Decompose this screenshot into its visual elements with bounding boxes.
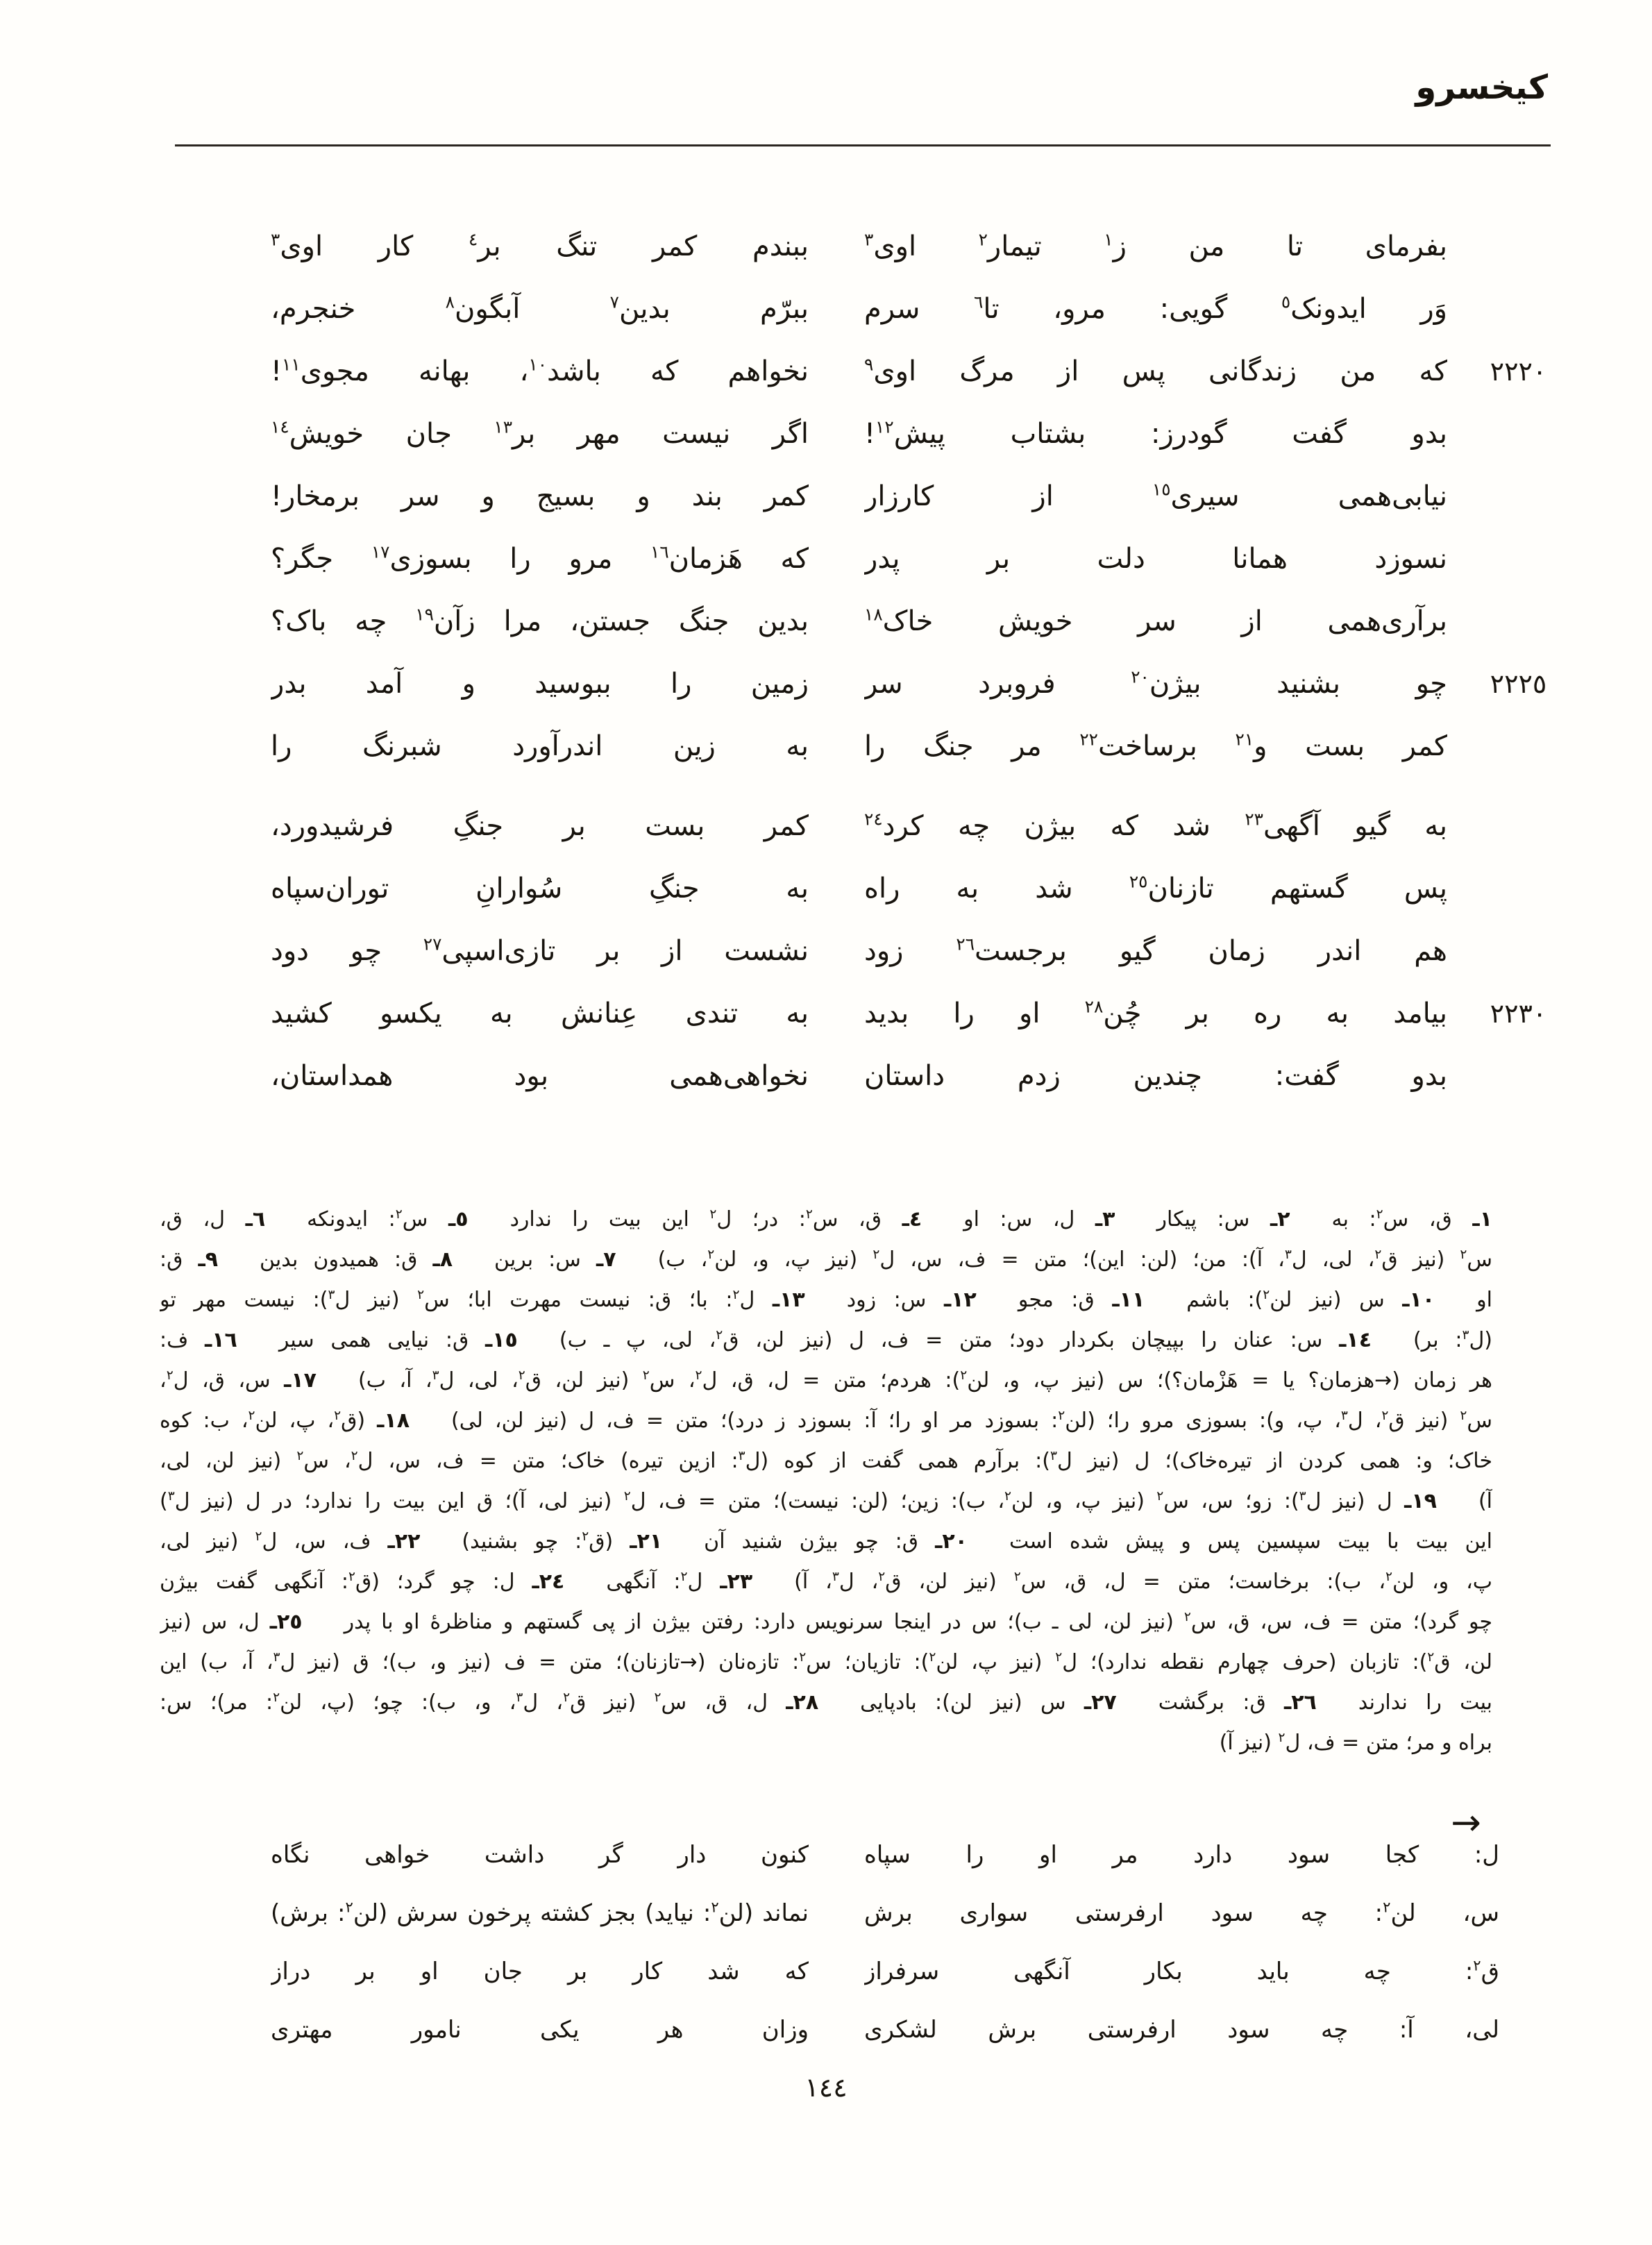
footnote-line: پ، و، لن$^٢$، ب): برخاست؛ متن = ل، ق، س$^٢$ (نیز لن، ق$^٢$، ل$^٣$، آ) ٢٣ـ ل$^٢$: آنگهی ٢٤ـ ل: چو گرد؛ (ق$^٢$: آنگهی گفت بیژن — [160, 1570, 1492, 1594]
verse-number: ٢٢٢٥ — [1490, 669, 1547, 699]
verse-line: که من زندگانی پس از مرگ اوی$^٩$ — [864, 354, 1447, 387]
footnote-line: بیت را ندارند ٢٦ـ ق: برگشت ٢٧ـ س (نیز لن): بادپایی ٢٨ـ ل، ق، س$^٢$ (نیز ق$^٢$، ل$^٣$، و، ب): چو؛ (پ، لن$^٢$: مر)؛ س: — [160, 1690, 1492, 1715]
apparatus-footnotes — [160, 1200, 1492, 1763]
footnote-line: ١ـ ق، س$^٢$: به ٢ـ س: پیکار ٣ـ ل، س: او ٤ـ ق، س$^٢$: در؛ ل$^٢$ این بیت را ندارد ٥ـ س$^٢$: ایدونکه ٦ـ ل، ق، — [160, 1207, 1492, 1231]
footnote-line: هر زمان (→هزمان؟ یا = هَزْمان؟)؛ س (نیز پ، و، لن$^٢$): هردم؛ متن = ل، ق، ل$^٢$، س$^٢$ (نیز لن، ق$^٢$، لی، ل$^٣$، آ، ب) ١٧ـ س، ق، ل$^٢$، — [160, 1368, 1492, 1393]
footnote-line: (ل$^٣$: بر) ١٤ـ س: عنان را بپیچان بکردار دود؛ متن = ف، ل (نیز لن، ق$^٢$، لی، پ ـ ب) ١٥ـ ق: نیایی همی سیر ١٦ـ ف: — [160, 1328, 1492, 1352]
verse-line: اگر نیست مهر بر$^{١٣}$ جان خویش$^{١٤}$ — [271, 417, 809, 450]
variant-line: نماند (لن$^٢$: نیاید) بجز کشته پرخون سرش (لن$^٢$: برش) — [271, 1898, 809, 1927]
variant-column-right — [864, 1826, 1499, 2059]
verse-line: به زین اندرآورد شبرنگ را — [271, 730, 809, 762]
variant-line: ل: کجا سود دارد مر او را سپاه — [864, 1841, 1499, 1869]
variant-line: وزان هر یکی نامور مهتری — [271, 2016, 809, 2044]
verse-line: بدو گفت گودرز: بشتاب پیش$^{١٢}$! — [864, 417, 1447, 450]
verse-number: ٢٢٣٠ — [1490, 998, 1547, 1029]
page-number: ١٤٤ — [804, 2072, 848, 2103]
verse-line: به گیو آگهی$^{٢٣}$ شد که بیژن چه کرد$^{٢٤}$ — [864, 809, 1447, 842]
verse-line: ببندم کمر تنگ بر$^٤$ کار اوی$^٣$ — [271, 229, 809, 262]
verse-line: پس گستهم تازنان$^{٢٥}$ شد به راه — [864, 871, 1447, 905]
verse-number: ٢٢٢٠ — [1490, 356, 1547, 387]
verse-line: بدو گفت: چندین زدم داستان — [864, 1060, 1447, 1092]
verse-line: ببرّم بدین$^٧$ آبگون$^٨$ خنجرم، — [271, 292, 809, 325]
footnote-line: چو گرد)؛ متن = ف، س، ق، س$^٢$ (نیز لن، لی ـ ب)؛ س در اینجا سرنویس دارد: رفتن بیژن از پی گستهم و مناظرهٔ او با پدر ٢٥ـ ل، س (نیز — [160, 1610, 1492, 1634]
footnote-line: لن، ق$^٢$): تازبان (حرف چهارم نقطه ندارد)؛ ل$^٢$ (نیز پ، لن$^٢$): تازیان؛ س$^٢$: تازه‌نان (→تازنان)؛ متن = ف (نیز و، ب)؛ ق (نیز ل$^٣$، آ، ب) این — [160, 1650, 1492, 1674]
verse-line: نیابی‌همی سیری$^{١٥}$ از کارزار — [864, 479, 1447, 512]
page-title: کیخسرو — [1415, 68, 1548, 107]
footnote-line: براه و مر؛ متن = ف، ل$^٢$ (نیز آ) — [1219, 1731, 1492, 1755]
verse-line: که هَزمان$^{١٦}$ مرو را بسوزی$^{١٧}$ جگر؟ — [271, 541, 809, 575]
verse-line: بفرمای تا من ز$^١$ تیمار$^٢$ اوی$^٣$ — [864, 229, 1447, 262]
footnote-line: خاک؛ و: همی کردن از تیره‌خاک)؛ ل (نیز ل$^٣$): برآرم همی گفت از کوه (ل$^٣$: ازین تیره) خاک؛ متن = ف، س، ل$^٢$، س$^٢$ (نیز لن، لی، — [160, 1449, 1492, 1473]
verse-column-right — [864, 215, 1447, 1107]
footnote-line: او ١٠ـ س (نیز لن$^٢$): باشم ١١ـ ق: مجو ١٢ـ س: زود ١٣ـ ل$^٢$: با؛ ق: نیست مهرت ابا؛ س$^٢$ (نیز ل$^٣$): نیست مهر تو — [160, 1288, 1492, 1312]
verse-line: نخواهی‌همی بود همداستان، — [271, 1060, 809, 1092]
variant-line: لی، آ: چه سود ارفرستی برش لشکری — [864, 2016, 1499, 2044]
verse-line: نشست از بر تازی‌اسپی$^{٢٧}$ چو دود — [271, 934, 809, 967]
verse-line: به تندی عِنانش به یکسو کشید — [271, 998, 809, 1029]
variant-line: کنون دار گر داشت خواهی نگاه — [271, 1841, 809, 1869]
verse-line: کمر بست و$^{٢١}$ برساخت$^{٢٢}$ مر جنگ را — [864, 729, 1447, 762]
verse-line: برآری‌همی از سر خویش خاک$^{١٨}$ — [864, 604, 1447, 637]
stanza-gap — [271, 777, 809, 795]
verse-line: کمر بست بر جنگِ فرشیدورد، — [271, 810, 809, 842]
stanza-gap — [864, 777, 1447, 795]
footnote-line: آ) ١٩ـ ل (نیز ل$^٣$): زو؛ س، س$^٢$ (نیز پ، و، لن$^٢$، ب): زین؛ (لن: نیست)؛ متن = ف، ل$^٢$ (نیز لی، آ)؛ ق این بیت را ندارد؛ در ل (نیز ل$^٣$) — [160, 1489, 1492, 1513]
verse-line: بدین جنگ جستن، مرا زآن$^{١٩}$ چه باک؟ — [271, 604, 809, 637]
verse-line: نخواهم که باشد$^{١٠}$، بهانه مجوی$^{١١}$! — [271, 354, 809, 387]
verse-line: کمر بند و بسیج و سر برمخار! — [271, 480, 809, 512]
footnote-line: این بیت با بیت سپسین پس و پیش شده است ٢٠ـ ق: چو بیژن شنید آن ٢١ـ (ق$^٢$: چو بشنید) ٢٢ـ ف، س، ل$^٢$ (نیز لی، — [160, 1529, 1492, 1554]
verse-line: وَر ایدونک$^٥$ گویی: مرو، تا$^٦$ سرم — [864, 292, 1447, 325]
verse-line: نسوزد همانا دلت بر پدر — [864, 543, 1447, 575]
header-divider — [175, 144, 1551, 146]
verse-column-left — [271, 215, 809, 1107]
verse-line: به جنگِ سُوارانِ توران‌سپاه — [271, 873, 809, 905]
variant-line: س، لن$^٢$: چه سود ارفرستی سواری برش — [864, 1898, 1499, 1927]
verse-line: چو بشنید بیژن$^{٢٠}$ فروبرد سر — [864, 666, 1447, 700]
variant-column-left — [271, 1826, 809, 2059]
footnote-line: س$^٢$ (نیز ق$^٢$، ل$^٣$، پ، و): بسوزی مرو را؛ (لن$^٢$: بسوزد مر او را؛ آ: بسوزد ز درد)؛ متن = ف، ل (نیز لن، لی) ١٨ـ (ق$^٢$، پ، لن$^٢$، ب: کوه — [160, 1409, 1492, 1433]
footnote-line: س$^٢$ (نیز ق$^٢$، لی، ل$^٣$، آ): من؛ (لن: این)؛ متن = ف، س، ل$^٢$ (نیز پ، و، لن$^٢$، ب) ٧ـ س: برین ٨ـ ق: همیدون بدین ٩ـ ق: — [160, 1247, 1492, 1272]
verse-line: زمین را ببوسید و آمد بدر — [271, 668, 809, 700]
variant-line: که شد کار بر جان او بر دراز — [271, 1958, 809, 1985]
variant-line: ق$^٢$: چه باید بکار آنگهی سرفراز — [864, 1956, 1499, 1985]
verse-line: هم اندر زمان گیو برجست$^{٢٦}$ زود — [864, 934, 1447, 967]
verse-line: بیامد به ره بر چُن$^{٢٨}$ او را بدید — [864, 996, 1447, 1029]
continuation-arrow-icon: → — [1451, 1802, 1481, 1844]
